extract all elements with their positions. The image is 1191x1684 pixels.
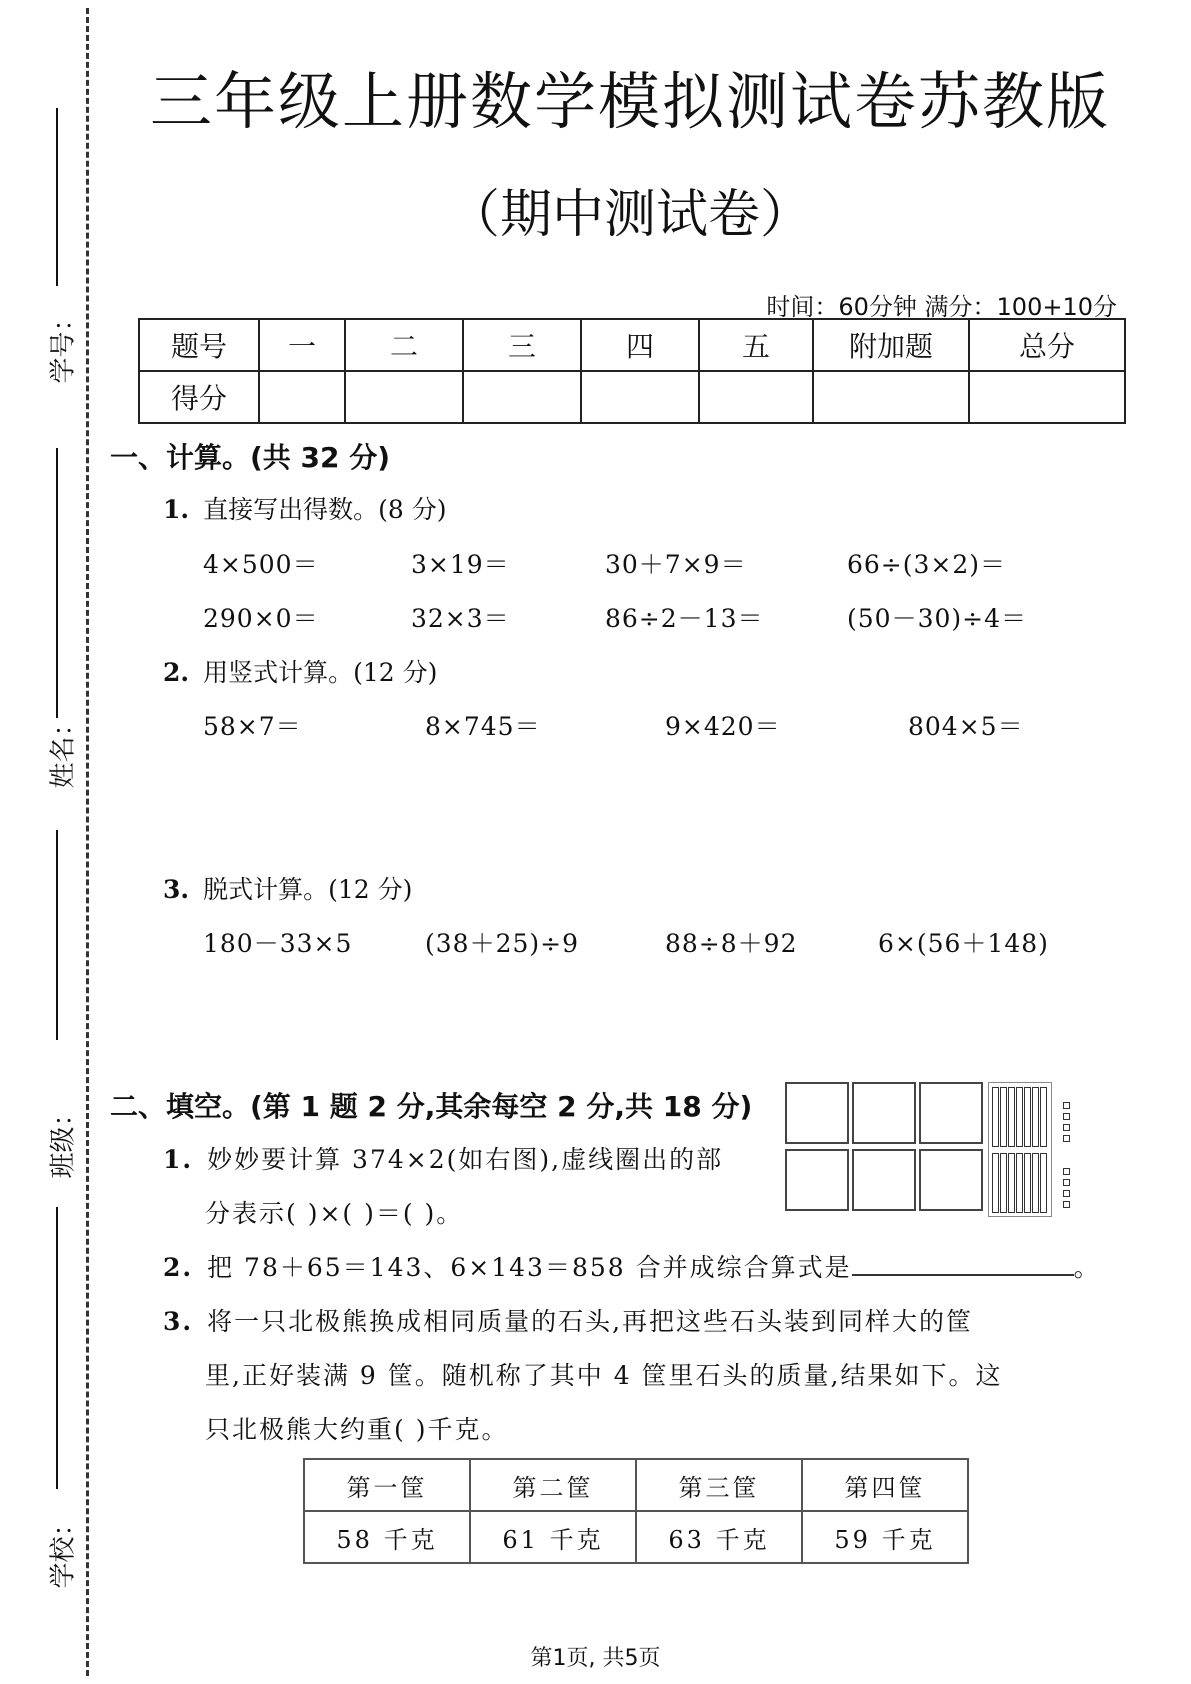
- score-cell: 二: [345, 319, 463, 371]
- s1-q2-expr: 9×420＝: [665, 712, 781, 741]
- s1-q1-expr: 66÷(3×2)＝: [847, 550, 1007, 579]
- hundred-square: [785, 1149, 849, 1211]
- ten-bar: [992, 1087, 999, 1147]
- s1-q3-heading: [163, 870, 412, 906]
- hundred-square: [852, 1149, 916, 1211]
- s1-q3-expr: 180－33×5: [203, 929, 353, 958]
- ten-bar: [1024, 1153, 1031, 1213]
- s2-q3-line1: [163, 1302, 973, 1338]
- score-cell: 一: [259, 319, 345, 371]
- s2-q1-number: 1.: [163, 1145, 194, 1174]
- s1-q3-expr: 88÷8＋92: [665, 929, 798, 958]
- s2-q2-line: [163, 1248, 1101, 1284]
- page-title: 三年级上册数学模拟测试卷苏教版: [149, 65, 1110, 138]
- s1-q1-expr: 290×0＝: [203, 604, 319, 633]
- page-number: 第1页, 共5页: [530, 1646, 661, 1671]
- ten-bar: [1000, 1153, 1007, 1213]
- section-1-heading: 一、计算。(共 32 分): [110, 441, 391, 474]
- s2-q2-tail: 。: [1073, 1253, 1101, 1282]
- unit-cube: [1063, 1135, 1070, 1142]
- ten-bar: [1016, 1153, 1023, 1213]
- dashed-circled-tens-group: [988, 1082, 1052, 1217]
- school-label: 学校：: [48, 1510, 79, 1589]
- basket-weight: 58 千克: [304, 1511, 470, 1563]
- score-cell: 题号: [139, 319, 259, 371]
- ten-bar: [1016, 1087, 1023, 1147]
- score-input-cell[interactable]: [969, 371, 1125, 423]
- unit-cube: [1063, 1190, 1070, 1197]
- ten-bar: [1000, 1087, 1007, 1147]
- s1-q2-heading: [163, 653, 437, 689]
- binding-cut-line: [86, 8, 89, 1676]
- s2-q2-text: 把 78＋65＝143、6×143＝858 合并成综合算式是: [207, 1253, 852, 1282]
- s2-q1-line1: [163, 1140, 723, 1176]
- basket-header-row: [304, 1459, 968, 1511]
- hundred-square: [785, 1082, 849, 1144]
- score-input-cell[interactable]: [345, 371, 463, 423]
- s1-q1-expr: 30＋7×9＝: [605, 550, 747, 579]
- s1-q2-text: 用竖式计算。(12 分): [203, 658, 438, 687]
- score-cell: 附加题: [813, 319, 969, 371]
- score-cell: 四: [581, 319, 699, 371]
- basket-weight-table: [303, 1458, 969, 1564]
- page-subtitle: （期中测试卷）: [447, 185, 812, 245]
- s2-q3-line2: 里,正好装满 9 筐。随机称了其中 4 筐里石头的质量,结果如下。这: [205, 1361, 1003, 1390]
- exam-meta: 时间：60分钟 满分：100+10分: [766, 293, 1117, 321]
- unit-cube: [1063, 1102, 1070, 1109]
- student-id-line: [56, 108, 58, 286]
- s1-q3-text: 脱式计算。(12 分): [203, 875, 413, 904]
- score-table-score-row: [139, 371, 1125, 423]
- s2-q1-text: 妙妙要计算 374×2(如右图),虚线圈出的部: [207, 1145, 724, 1174]
- s1-q1-number: 1.: [163, 495, 190, 524]
- score-cell: 三: [463, 319, 581, 371]
- unit-cube: [1063, 1201, 1070, 1208]
- ten-bar: [992, 1153, 999, 1213]
- s1-q1-expr: (50－30)÷4＝: [847, 604, 1027, 633]
- ten-bar: [1008, 1153, 1015, 1213]
- s1-q3-expr: (38＋25)÷9: [425, 929, 579, 958]
- basket-header: 第四筐: [802, 1459, 968, 1511]
- student-id-label: 学号：: [48, 305, 79, 384]
- s1-q1-expr: 4×500＝: [203, 550, 319, 579]
- hundred-square: [852, 1082, 916, 1144]
- class-line: [56, 830, 58, 1040]
- hundred-square: [919, 1149, 983, 1211]
- s1-q1-expr: 32×3＝: [411, 604, 510, 633]
- unit-cube: [1063, 1124, 1070, 1131]
- basket-header: 第三筐: [636, 1459, 802, 1511]
- score-input-cell[interactable]: [699, 371, 813, 423]
- score-table: [138, 318, 1126, 424]
- ten-bar: [1032, 1087, 1039, 1147]
- basket-value-row: [304, 1511, 968, 1563]
- score-row-label: 得分: [139, 371, 259, 423]
- s1-q2-expr: 8×745＝: [425, 712, 541, 741]
- score-table-header-row: [139, 319, 1125, 371]
- unit-cube: [1063, 1113, 1070, 1120]
- score-input-cell[interactable]: [259, 371, 345, 423]
- ten-bar: [1008, 1087, 1015, 1147]
- s2-q3-line3: 只北极熊大约重( )千克。: [205, 1415, 509, 1444]
- class-label: 班级：: [48, 1100, 79, 1179]
- basket-header: 第二筐: [470, 1459, 636, 1511]
- name-line: [56, 448, 58, 718]
- name-label: 姓名：: [48, 710, 79, 789]
- hundred-square: [919, 1082, 983, 1144]
- school-line: [56, 1207, 58, 1489]
- s1-q1-text: 直接写出得数。(8 分): [203, 495, 447, 524]
- ten-bar: [1040, 1153, 1047, 1213]
- score-input-cell[interactable]: [463, 371, 581, 423]
- ten-bar: [1032, 1153, 1039, 1213]
- base-ten-diagram: [785, 1082, 1075, 1217]
- basket-header: 第一筐: [304, 1459, 470, 1511]
- s2-q2-number: 2.: [163, 1253, 194, 1282]
- s1-q1-expr: 86÷2－13＝: [605, 604, 764, 633]
- unit-cube: [1063, 1179, 1070, 1186]
- s1-q3-expr: 6×(56＋148): [878, 929, 1049, 958]
- score-input-cell[interactable]: [813, 371, 969, 423]
- s2-q1-line2: 分表示( )×( )＝( )。: [205, 1199, 464, 1228]
- ten-bar: [1024, 1087, 1031, 1147]
- score-input-cell[interactable]: [581, 371, 699, 423]
- score-cell: 五: [699, 319, 813, 371]
- s1-q2-number: 2.: [163, 658, 190, 687]
- ten-bar: [1040, 1087, 1047, 1147]
- basket-weight: 63 千克: [636, 1511, 802, 1563]
- s1-q1-heading: [163, 490, 446, 526]
- answer-blank[interactable]: [852, 1250, 1074, 1276]
- basket-weight: 59 千克: [802, 1511, 968, 1563]
- basket-weight: 61 千克: [470, 1511, 636, 1563]
- s1-q1-expr: 3×19＝: [411, 550, 510, 579]
- s2-q3-number: 3.: [163, 1307, 194, 1336]
- section-2-heading: 二、填空。(第 1 题 2 分,其余每空 2 分,共 18 分): [110, 1090, 753, 1123]
- s1-q2-expr: 804×5＝: [908, 712, 1024, 741]
- unit-cube: [1063, 1168, 1070, 1175]
- score-cell: 总分: [969, 319, 1125, 371]
- s1-q3-number: 3.: [163, 875, 190, 904]
- s1-q2-expr: 58×7＝: [203, 712, 302, 741]
- s2-q3-text: 将一只北极熊换成相同质量的石头,再把这些石头装到同样大的筐: [207, 1307, 974, 1336]
